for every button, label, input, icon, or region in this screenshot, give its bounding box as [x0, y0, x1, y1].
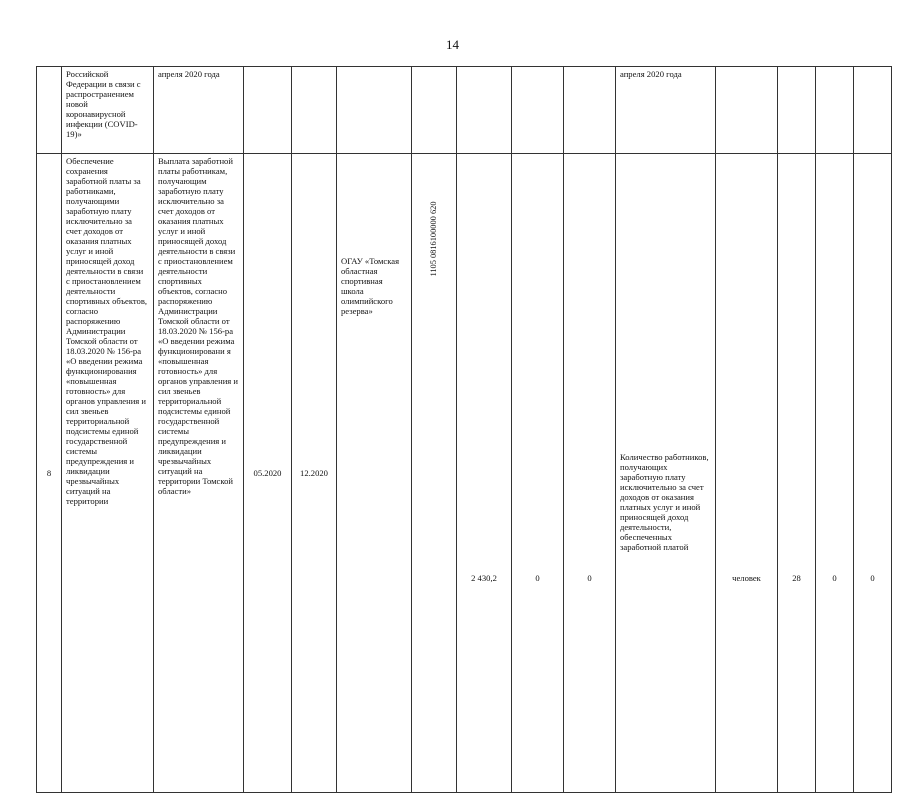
- cell-activity: апреля 2020 года: [154, 67, 244, 154]
- cell-indicator: Количество работников, получающих заработную плату исключительно за счет доходов от оказания платных услуг и иной приносящей доход деятельности, обеспеченных заработной платой: [616, 154, 716, 793]
- cell-end-date: [292, 67, 337, 154]
- cell-budget-code: [412, 154, 457, 793]
- cell-name: Обеспечение сохранения заработной платы за работниками, получающими заработную плату исключительно за счет доходов от оказания платных услуг и иной приносящей доход деятельности в связи с приостановлением деятельности спортивных объектов, согласно распоряжению Администрации Томской области от 18.03.2020 № 156-ра «О введении режима функционирования «повышенная готовность» для органов управления и сил звеньев территориальной подсистемы единой государственной системы предупреждения и ликвидации чрезвычайных ситуаций на территории: [62, 154, 154, 793]
- cell-value-2: 0: [816, 154, 854, 793]
- cell-unit: человек: [716, 154, 778, 793]
- cell-unit: [716, 67, 778, 154]
- cell-value-2: [816, 67, 854, 154]
- cell-amount-3: 0: [564, 154, 616, 793]
- cell-number: 8: [37, 154, 62, 793]
- table-row: [37, 154, 892, 793]
- cell-number: [37, 67, 62, 154]
- cell-value-1: 28: [778, 154, 816, 793]
- cell-executor: [337, 67, 412, 154]
- cell-value-3: [854, 67, 892, 154]
- cell-amount-2: [512, 67, 564, 154]
- program-table: [36, 66, 892, 793]
- page-number: 14: [446, 37, 459, 52]
- cell-activity: Выплата заработной платы работникам, получающим заработную плату исключительно за счет доходов от оказания платных услуг и иной приносящей доход деятельности в связи с приостановлением деятельности спортивных объектов, согласно распоряжению Администрации Томской области от 18.03.2020 № 156-ра «О введении режима функционировани я «повышенная готовность» для органов управления и сил звеньев территориальной подсистемы единой государственной системы предупреждения и ликвидации чрезвычайных ситуаций на территории Томской области»: [154, 154, 244, 793]
- table-row: [37, 67, 892, 154]
- cell-end-date: 12.2020: [292, 154, 337, 793]
- cell-amount-1: [457, 67, 512, 154]
- cell-amount-3: [564, 67, 616, 154]
- budget-code-text: 1105 0816100000 620: [429, 201, 438, 277]
- cell-start-date: [244, 67, 292, 154]
- cell-amount-2: 0: [512, 154, 564, 793]
- cell-name: Российской Федерации в связи с распространением новой коронавирусной инфекции (COVID-19)»: [62, 67, 154, 154]
- cell-start-date: 05.2020: [244, 154, 292, 793]
- cell-budget-code: [412, 67, 457, 154]
- cell-executor: ОГАУ «Томская областная спортивная школа олимпийского резерва»: [337, 154, 412, 793]
- cell-amount-1: 2 430,2: [457, 154, 512, 793]
- cell-value-1: [778, 67, 816, 154]
- cell-value-3: 0: [854, 154, 892, 793]
- cell-indicator: апреля 2020 года: [616, 67, 716, 154]
